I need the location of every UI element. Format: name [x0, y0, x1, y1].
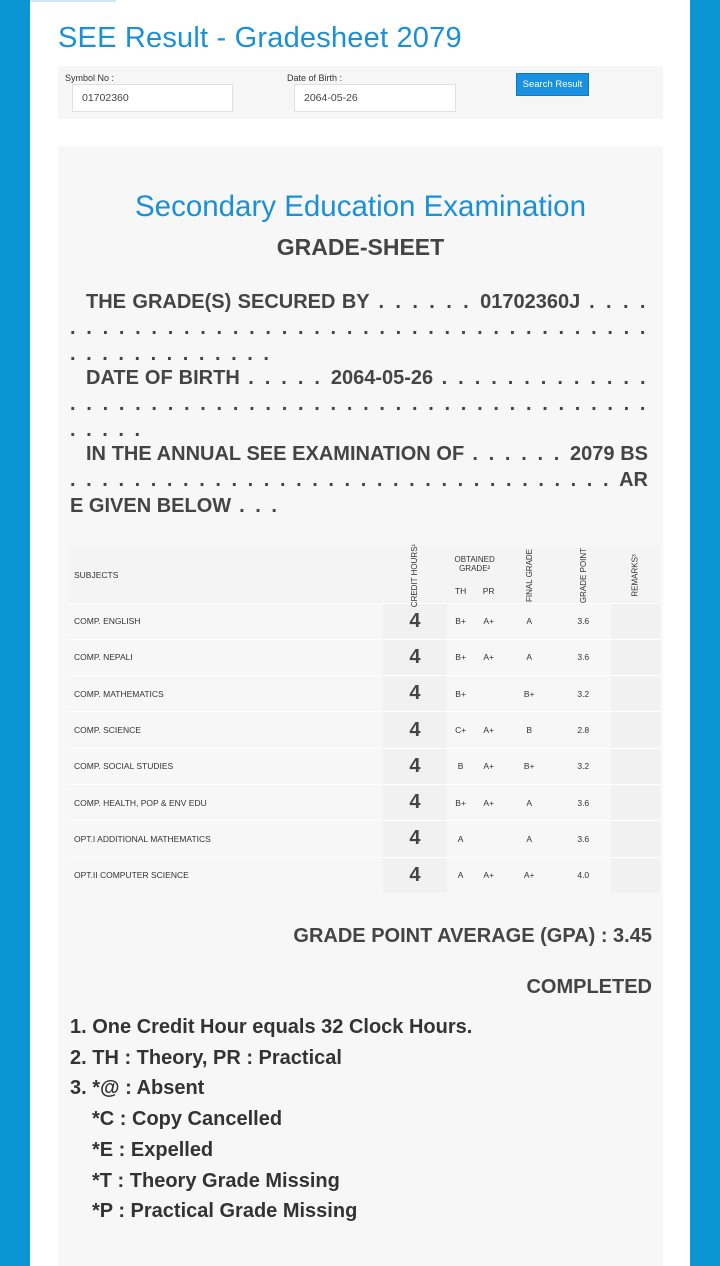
pr-header: PR — [475, 580, 503, 603]
final-grade-cell: A — [503, 784, 556, 820]
given-below-label: ARE GIVEN BELOW — [70, 469, 648, 517]
dob-input[interactable]: 2064-05-26 — [294, 84, 456, 112]
credit-cell: 4 — [383, 784, 446, 820]
table-row — [69, 676, 660, 712]
subject-cell: COMP. NEPALI — [69, 639, 383, 675]
subject-cell: COMP. ENGLISH — [69, 603, 383, 639]
credit-cell: 4 — [383, 712, 446, 748]
table-row — [69, 603, 660, 639]
table-row — [69, 639, 660, 675]
th-grade-cell: A — [447, 821, 475, 857]
symbol-no-input[interactable]: 01702360 — [72, 84, 233, 112]
subjects-header: SUBJECTS — [69, 547, 383, 603]
credit-cell: 4 — [383, 639, 446, 675]
footnote-item: 1. One Credit Hour equals 32 Clock Hours. — [70, 1016, 473, 1038]
final-grade-header: FINAL GRADE — [503, 547, 556, 603]
table-row — [69, 857, 660, 893]
footnote-item: *P : Practical Grade Missing — [92, 1200, 358, 1223]
top-divider — [30, 0, 116, 2]
secured-by-label: THE GRADE(S) SECURED BY — [86, 291, 370, 313]
th-grade-cell: B+ — [447, 639, 475, 675]
search-result-button[interactable]: Search Result — [516, 73, 589, 96]
exam-name-heading: Secondary Education Examination — [135, 190, 586, 223]
symbol-no-label: Symbol No : — [65, 73, 115, 83]
remarks-cell — [611, 821, 660, 857]
grade-point-cell: 3.6 — [556, 784, 611, 820]
search-form — [58, 66, 663, 119]
secured-by-line: THE GRADE(S) SECURED BY . . . . . . 01702360J . . . . . . . . . . . . . . . . . . . . . . . . . . . . . . . . . . . . . . . . . . . . . . . . . . . . . — [70, 291, 648, 365]
remarks-header: REMARKS³ — [611, 547, 660, 603]
final-grade-cell: B+ — [503, 676, 556, 712]
th-grade-cell: B+ — [447, 676, 475, 712]
final-grade-cell: B+ — [503, 748, 556, 784]
dob-label: Date of Birth : — [287, 73, 343, 83]
final-grade-cell: A — [503, 639, 556, 675]
th-header: TH — [447, 580, 475, 603]
subject-cell: COMP. SOCIAL STUDIES — [69, 748, 383, 784]
remarks-cell — [611, 676, 660, 712]
grade-point-header: GRADE POINT — [556, 547, 611, 603]
pr-grade-cell: A+ — [475, 603, 503, 639]
final-grade-cell: A — [503, 603, 556, 639]
remarks-cell — [611, 603, 660, 639]
subject-cell: COMP. HEALTH, POP & ENV EDU — [69, 784, 383, 820]
remarks-cell — [611, 857, 660, 893]
th-grade-cell: C+ — [447, 712, 475, 748]
pr-grade-cell: A+ — [475, 712, 503, 748]
credit-cell: 4 — [383, 748, 446, 784]
obtained-grade-header: OBTAINED GRADE² — [447, 547, 503, 580]
gradesheet-card — [58, 146, 663, 1266]
footnote-item: *T : Theory Grade Missing — [92, 1169, 340, 1192]
remarks-cell — [611, 639, 660, 675]
secured-by-value: 01702360J — [480, 291, 581, 313]
gradesheet-heading: GRADE-SHEET — [276, 234, 445, 260]
table-row — [69, 748, 660, 784]
remarks-cell — [611, 748, 660, 784]
result-status: COMPLETED — [526, 976, 652, 998]
final-grade-cell: A — [503, 821, 556, 857]
exam-line-label: IN THE ANNUAL SEE EXAMINATION OF — [86, 443, 465, 465]
th-grade-cell: B — [447, 748, 475, 784]
pr-grade-cell: A+ — [475, 784, 503, 820]
footnote-item: *E : Expelled — [92, 1138, 214, 1161]
table-row — [69, 784, 660, 820]
footnote-item: 2. TH : Theory, PR : Practical — [70, 1046, 342, 1069]
grade-point-cell: 3.6 — [556, 603, 611, 639]
grade-point-cell: 3.6 — [556, 821, 611, 857]
remarks-cell — [611, 784, 660, 820]
exam-year: 2079 BS — [570, 443, 648, 465]
grade-point-cell: 2.8 — [556, 712, 611, 748]
subject-cell: COMP. SCIENCE — [69, 712, 383, 748]
subject-cell: OPT.II COMPUTER SCIENCE — [69, 857, 383, 893]
pr-grade-cell — [475, 821, 503, 857]
th-grade-cell: B+ — [447, 603, 475, 639]
final-grade-cell: B — [503, 712, 556, 748]
credit-cell: 4 — [383, 857, 446, 893]
exam-line: IN THE ANNUAL SEE EXAMINATION OF . . . . . . 2079 BS . . . . . . . . . . . . . . . . . . . . . . . . . . . . . . . . . . ARE GIVEN BELOW . . . — [70, 443, 648, 517]
table-row — [69, 821, 660, 857]
grade-point-cell: 3.6 — [556, 639, 611, 675]
table-row — [69, 712, 660, 748]
gradesheet-page — [30, 0, 690, 1266]
grade-point-cell: 4.0 — [556, 857, 611, 893]
credit-cell: 4 — [383, 676, 446, 712]
dob-line-label: DATE OF BIRTH — [86, 367, 240, 389]
th-grade-cell: A — [447, 857, 475, 893]
pr-grade-cell: A+ — [475, 748, 503, 784]
subject-cell: OPT.I ADDITIONAL MATHEMATICS — [69, 821, 383, 857]
dob-line-value: 2064-05-26 — [330, 367, 434, 389]
page-title: SEE Result - Gradesheet 2079 — [58, 22, 462, 54]
final-grade-cell: A+ — [503, 857, 556, 893]
dob-line: DATE OF BIRTH . . . . . 2064-05-26 . . . . . . . . . . . . . . . . . . . . . . . . . . . . . . . . . . . . . . . . . . . . . . . . . . . . . . — [70, 367, 648, 441]
pr-grade-cell: A+ — [475, 639, 503, 675]
footnote-item: *C : Copy Cancelled — [92, 1108, 283, 1131]
footnotes-list — [70, 1012, 472, 1227]
pr-grade-cell: A+ — [475, 857, 503, 893]
remarks-cell — [611, 712, 660, 748]
credit-hours-header: CREDIT HOURS¹ — [383, 547, 446, 603]
pr-grade-cell — [475, 676, 503, 712]
grades-table — [69, 543, 660, 893]
subject-cell: COMP. MATHEMATICS — [69, 676, 383, 712]
th-grade-cell: B+ — [447, 784, 475, 820]
footnote-item: 3. *@ : Absent — [70, 1077, 205, 1100]
grade-point-cell: 3.2 — [556, 676, 611, 712]
credit-cell: 4 — [383, 821, 446, 857]
credit-cell: 4 — [383, 603, 446, 639]
grade-point-cell: 3.2 — [556, 748, 611, 784]
gpa-summary: GRADE POINT AVERAGE (GPA) : 3.45 — [293, 925, 652, 947]
